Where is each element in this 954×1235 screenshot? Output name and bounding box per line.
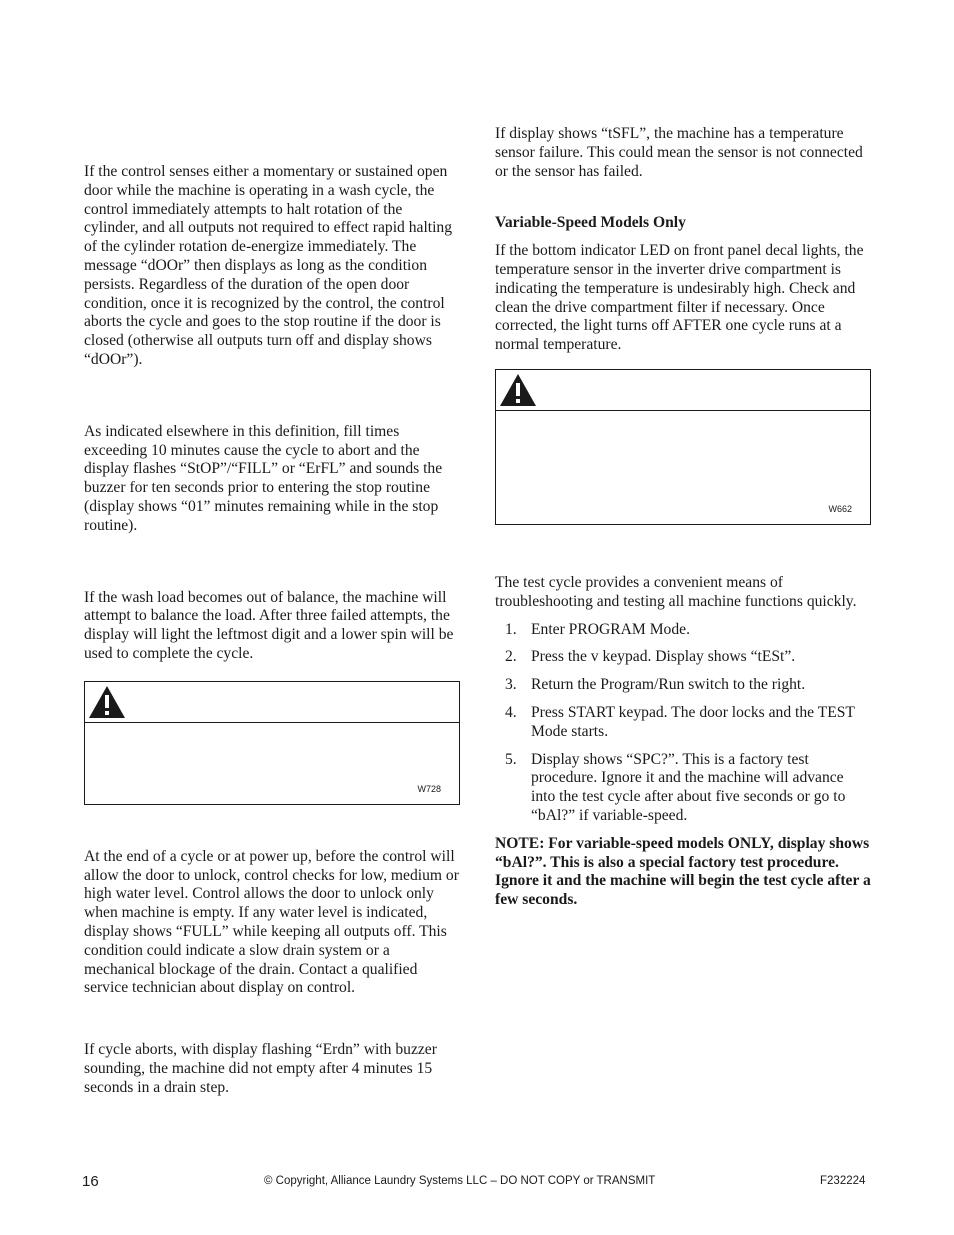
warning-header	[496, 370, 870, 411]
copyright-notice: © Copyright, Alliance Laundry Systems LLC – DO NOT COPY or TRANSMIT	[264, 1175, 656, 1187]
page-number: 16	[82, 1173, 99, 1190]
water-level-paragraph: At the end of a cycle or at power up, before the control will allow the door to unlock, control checks for low, medium or high water level. Control allows the door to unlock only when machine is empty. If any water level is indicated, display shows “FULL” while keeping all outputs off. This condition could indicate a slow drain system or a mechanical blockage of the drain. Contact a qualified service technician about display on control.	[84, 847, 459, 997]
right-column	[495, 125, 871, 910]
warning-code: W662	[828, 504, 852, 515]
list-item: 2. Press the v keypad. Display shows “tESt”.	[505, 648, 796, 666]
variable-speed-note: NOTE: For variable-speed models ONLY, display shows “bAl?”. This is also a special factory test procedure. Ignore it and the machine will begin the test cycle after a few seconds.	[495, 834, 871, 909]
inverter-led-paragraph: If the bottom indicator LED on front panel decal lights, the temperature sensor in the inverter drive compartment is indicating the temperature is undesirably high. Check and clean the drive compartment filter if necessary. Once corrected, the light turns off AFTER one cycle runs at a normal temperature.	[495, 242, 864, 354]
warning-triangle-icon	[87, 684, 127, 720]
test-steps-list	[495, 621, 871, 826]
door-open-paragraph: If the control senses either a momentary or sustained open door while the machine is operating in a wash cycle, the control immediately attempts to halt rotation of the cylinder, and all outputs not required to effect rapid halting of the cylinder rotation de-energize immediately. The message “dOOr” then displays as long as the condition persists. Regardless of the duration of the open door condition, once it is recognized by the control, the control aborts the cycle and goes to the stop routine if the door is closed (otherwise all outputs turn off and display shows “dOOr”).	[84, 163, 453, 368]
fill-time-paragraph: As indicated elsewhere in this definition, fill times exceeding 10 minutes cause the cycle to abort and the display flashes “StOP”/“FILL” or “ErFL” and sounds the buzzer for ten seconds prior to entering the stop routine (display shows “01” minutes remaining while in the stop routine).	[84, 422, 443, 534]
list-item: 3. Return the Program/Run switch to the right.	[505, 676, 806, 694]
list-item: 5. Display shows “SPC?”. This is a factory test procedure. Ignore it and the machine will advance into the test cycle after about five seconds or go to “bAl?” if variable-speed.	[505, 750, 846, 824]
warning-code: W728	[417, 783, 441, 794]
warning-box-w662	[495, 369, 871, 525]
list-item: 1. Enter PROGRAM Mode.	[505, 620, 690, 638]
variable-speed-subheading: Variable-Speed Models Only	[495, 214, 686, 232]
warning-header	[85, 682, 459, 723]
out-of-balance-paragraph: If the wash load becomes out of balance, the machine will attempt to balance the load. After three failed attempts, the display will light the leftmost digit and a lower spin will be used to complete the cycle.	[84, 588, 454, 662]
warning-triangle-icon	[498, 372, 538, 408]
test-cycle-paragraph: The test cycle provides a convenient means of troubleshooting and testing all machine functions quickly.	[495, 573, 857, 610]
drain-paragraph: If cycle aborts, with display flashing “Erdn” with buzzer sounding, the machine did not empty after 4 minutes 15 seconds in a drain step.	[84, 1041, 437, 1096]
list-item: 4. Press START keypad. The door locks and the TEST Mode starts.	[505, 703, 855, 740]
warning-box-w728	[84, 681, 460, 805]
document-number: F232224	[820, 1175, 866, 1187]
left-column	[84, 163, 460, 1098]
temp-sensor-paragraph: If display shows “tSFL”, the machine has a temperature sensor failure. This could mean the sensor is not connected or the sensor has failed.	[495, 125, 863, 180]
